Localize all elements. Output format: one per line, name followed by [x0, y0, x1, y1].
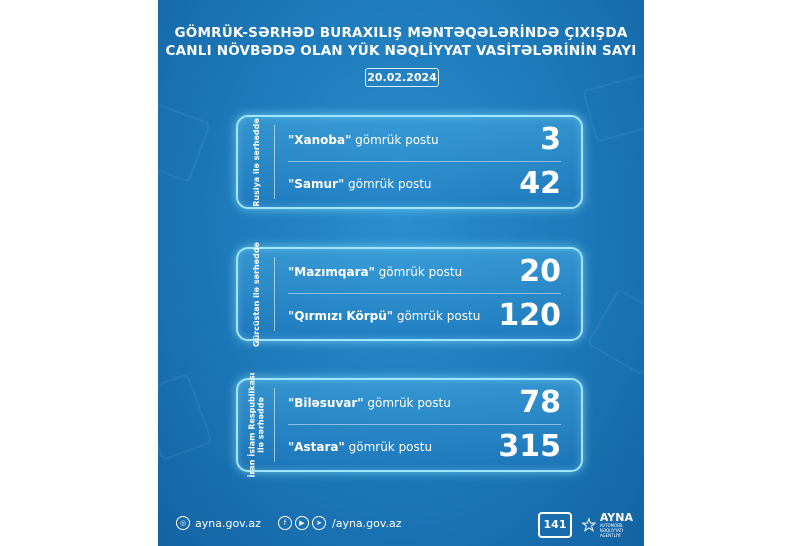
card-side-label	[238, 241, 274, 347]
post-name: "Astara" gömrük postu	[288, 440, 433, 454]
facebook-icon: f	[278, 516, 292, 530]
telegram-icon: ➤	[312, 516, 326, 530]
decorative-box	[158, 101, 211, 183]
customs-post-row	[288, 426, 561, 468]
card-side-label	[238, 372, 274, 478]
row-divider	[288, 161, 561, 162]
ayna-star-icon	[582, 514, 596, 536]
youtube-icon: ▶	[295, 516, 309, 530]
brand-name: AYNA	[599, 511, 633, 524]
post-name: "Xanoba" gömrük postu	[288, 133, 439, 147]
poster-title	[158, 24, 644, 60]
truck-count: 20	[519, 254, 561, 289]
title-line-1: GÖMRÜK-SƏRHƏD BURAXILIŞ MƏNTƏQƏLƏRİNDƏ ÇIXIŞDA	[174, 25, 628, 41]
vertical-divider	[274, 388, 275, 462]
vertical-divider	[274, 125, 275, 199]
row-divider	[288, 293, 561, 294]
customs-post-row	[288, 295, 561, 337]
card-side-label	[238, 117, 274, 207]
post-name: "Biləsuvar" gömrük postu	[288, 396, 451, 410]
truck-count: 120	[498, 298, 561, 333]
card-iran-border	[236, 372, 583, 478]
hotline-141-logo: 141	[538, 512, 572, 538]
ayna-logo	[582, 512, 644, 538]
decorative-box	[586, 288, 644, 375]
decorative-box	[158, 373, 213, 461]
footer-social[interactable]	[278, 516, 402, 530]
post-name: "Samur" gömrük postu	[288, 177, 432, 191]
vertical-divider	[274, 257, 275, 331]
globe-icon: ◎	[176, 516, 190, 530]
brand-subtitle: AVTOMOBİL NƏQLİYYATI AGENTLİYİ	[599, 523, 624, 538]
post-name: "Qırmızı Körpü" gömrük postu	[288, 309, 481, 323]
truck-count: 315	[498, 429, 561, 464]
customs-post-row	[288, 382, 561, 424]
side-label-text: İran İslam Respublikası ilə sərhəddə	[247, 372, 266, 478]
truck-count: 78	[519, 385, 561, 420]
truck-count: 42	[519, 166, 561, 201]
truck-count: 3	[540, 122, 561, 157]
customs-post-row	[288, 251, 561, 293]
decorative-box	[582, 71, 644, 142]
customs-post-row	[288, 163, 561, 205]
side-label-text: Gürcüstan ilə sərhəddə	[251, 241, 261, 347]
date-badge: 20.02.2024	[365, 68, 439, 87]
customs-post-row	[288, 119, 561, 161]
post-name: "Mazımqara" gömrük postu	[288, 265, 463, 279]
website-text: ayna.gov.az	[195, 516, 261, 530]
social-handle: /ayna.gov.az	[332, 516, 402, 530]
footer-website[interactable]	[176, 516, 261, 530]
card-russia-border	[236, 115, 583, 209]
row-divider	[288, 424, 561, 425]
side-label-text: Rusiya ilə sərhəddə	[251, 117, 261, 207]
title-line-2: CANLI NÖVBƏDƏ OLAN YÜK NƏQLİYYAT VASİTƏLƏRİNİN SAYI	[165, 43, 637, 59]
infographic-poster	[158, 0, 644, 546]
card-georgia-border	[236, 241, 583, 347]
